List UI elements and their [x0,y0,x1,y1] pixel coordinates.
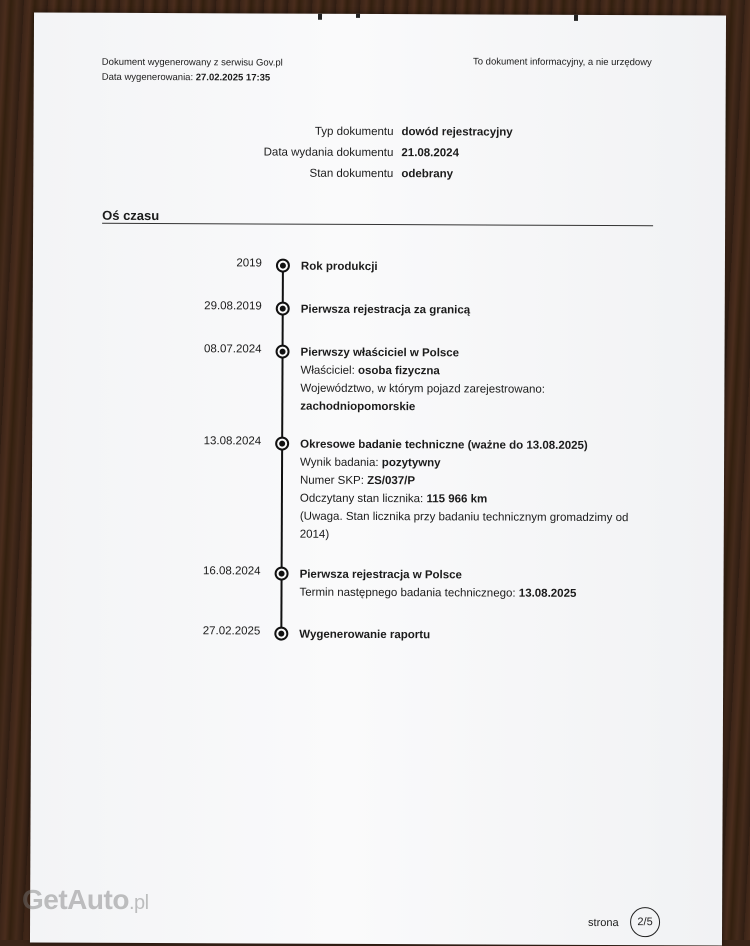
event-title: Wygenerowanie raportu [299,628,431,642]
watermark-tld: .pl [128,892,149,914]
punch-mark [356,14,360,18]
next-inspection-label: Termin następnego badania technicznego: [299,586,516,600]
skp-label: Numer SKP: [299,474,364,487]
timeline-dot-icon [274,627,288,641]
event-title: Pierwsza rejestracja w Polsce [299,568,462,582]
timeline-event [33,299,725,317]
event-region-label: Województwo, w którym pojazd zarejestrowano: [300,382,546,396]
event-date: 27.02.2025 [202,625,261,638]
watermark-brand: GetAuto [22,884,129,915]
meta-row [183,121,512,143]
header-generated-date [102,70,283,86]
timeline-dot-icon [275,567,289,581]
generated-label: Data wygenerowania: [101,71,194,84]
owner-value: osoba fizyczna [357,364,440,378]
event-body [301,301,661,321]
event-title: Pierwsza rejestracja za granicą [300,303,471,317]
event-body [299,626,659,646]
page-label: strona [588,916,619,930]
meta-value: dowód rejestracyjny [401,126,513,139]
event-title: Rok produkcji [300,260,378,273]
page-number-badge: 2/5 [630,907,660,937]
document-page [30,12,726,945]
timeline-dot-icon [275,437,289,451]
punch-mark [318,14,322,20]
event-date: 16.08.2024 [203,565,261,578]
timeline-event [32,564,724,600]
timeline-event [33,256,725,273]
event-next-inspection [299,584,659,604]
timeline-title: Oś czasu [102,207,160,224]
result-label: Wynik badania: [300,456,379,470]
timeline-event [32,434,724,541]
result-value: pozytywny [381,457,441,470]
header-disclaimer: To dokument informacyjny, a nie urzędowy [472,56,652,69]
meta-label: Typ dokumentu [314,125,394,139]
odometer-label: Odczytany stan licznika: [299,492,424,506]
meta-row [183,142,512,164]
event-title: Pierwszy właściciel w Polsce [300,346,460,360]
event-date: 29.08.2019 [204,300,262,313]
meta-row [183,163,512,185]
header-source [102,55,283,86]
next-inspection-value: 13.08.2025 [518,587,577,600]
header-source-text: Dokument wygenerowany z serwisu Gov.pl [101,56,283,69]
event-date: 08.07.2024 [203,343,262,356]
timeline-event [31,624,723,642]
meta-value: odebrany [401,168,454,181]
event-note: (Uwaga. Stan licznika przy badaniu technicznym gromadzimy od 2014) [299,510,629,541]
event-odometer [300,490,660,510]
event-body [301,258,661,278]
timeline-dot-icon [276,259,290,273]
document-meta [183,121,512,185]
event-date: 13.08.2024 [203,435,262,448]
event-result [300,454,660,474]
meta-value: 21.08.2024 [401,147,460,160]
meta-label: Data wydania dokumentu [263,146,394,160]
timeline-dot-icon [276,302,290,316]
getauto-watermark-logo [22,884,149,916]
odometer-value: 115 966 km [426,493,488,506]
generated-value: 27.02.2025 17:35 [195,72,271,84]
event-owner [300,362,660,382]
event-title: Okresowe badanie techniczne (ważne do 13.08.2025) [300,438,588,452]
timeline-dot-icon [276,345,290,359]
skp-value: ZS/037/P [367,474,416,488]
event-body [300,436,660,546]
meta-label: Stan dokumentu [309,167,394,181]
owner-label: Właściciel: [300,364,355,377]
event-body [300,344,660,418]
event-skp [300,472,660,492]
timeline-event [33,342,725,414]
section-divider [102,223,653,226]
event-region-value: zachodniopomorskie [300,400,416,414]
event-body [299,566,659,604]
punch-mark [574,15,578,21]
event-date: 2019 [236,257,262,270]
